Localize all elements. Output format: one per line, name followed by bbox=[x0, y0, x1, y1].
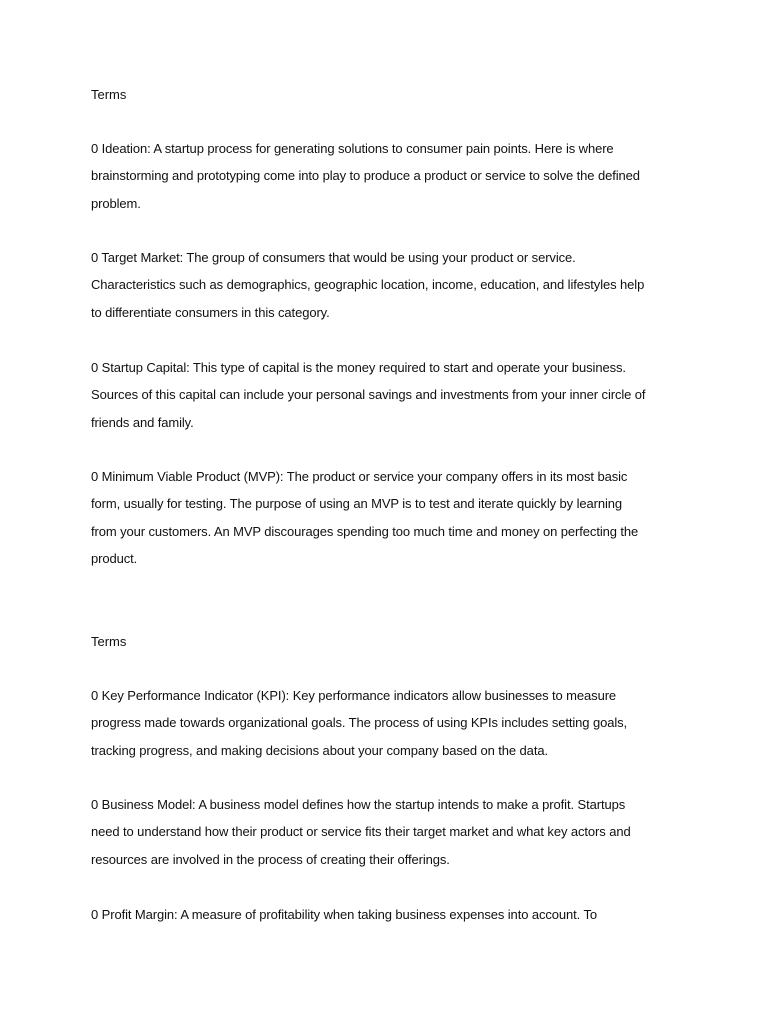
term-profit-margin: 0 Profit Margin: A measure of profitability when taking business expenses into account. To bbox=[91, 907, 597, 922]
term-target-market: 0 Target Market: The group of consumers that would be using your product or service. Characteristics such as demographics, geographic location, income, education, and lifestyles help to differentiate consumers in this category. bbox=[91, 250, 645, 320]
term-mvp: 0 Minimum Viable Product (MVP): The product or service your company offers in its most basic form, usually for testing. The purpose of using an MVP is to test and iterate quickly by learning from your customers. An MVP discourages spending too much time and money on perfecting the product. bbox=[91, 469, 639, 567]
section-heading: Terms bbox=[91, 634, 127, 649]
term-business-model: 0 Business Model: A business model defines how the startup intends to make a profit. Startups need to understand how their product or service fits their target market and what key actors and resources are involved in the process of creating their offerings. bbox=[91, 797, 631, 867]
term-kpi: 0 Key Performance Indicator (KPI): Key performance indicators allow businesses to measure progress made towards organizational goals. The process of using KPIs includes setting goals, tracking progress, and making decisions about your company based on the data. bbox=[91, 688, 628, 758]
term-ideation: 0 Ideation: A startup process for generating solutions to consumer pain points. Here is where brainstorming and prototyping come into play to produce a product or service to solve the defined problem. bbox=[91, 141, 640, 211]
term-startup-capital: 0 Startup Capital: This type of capital is the money required to start and operate your business. Sources of this capital can include your personal savings and investments from your inner circle of friends and family. bbox=[91, 360, 646, 430]
section-heading: Terms bbox=[91, 87, 127, 102]
